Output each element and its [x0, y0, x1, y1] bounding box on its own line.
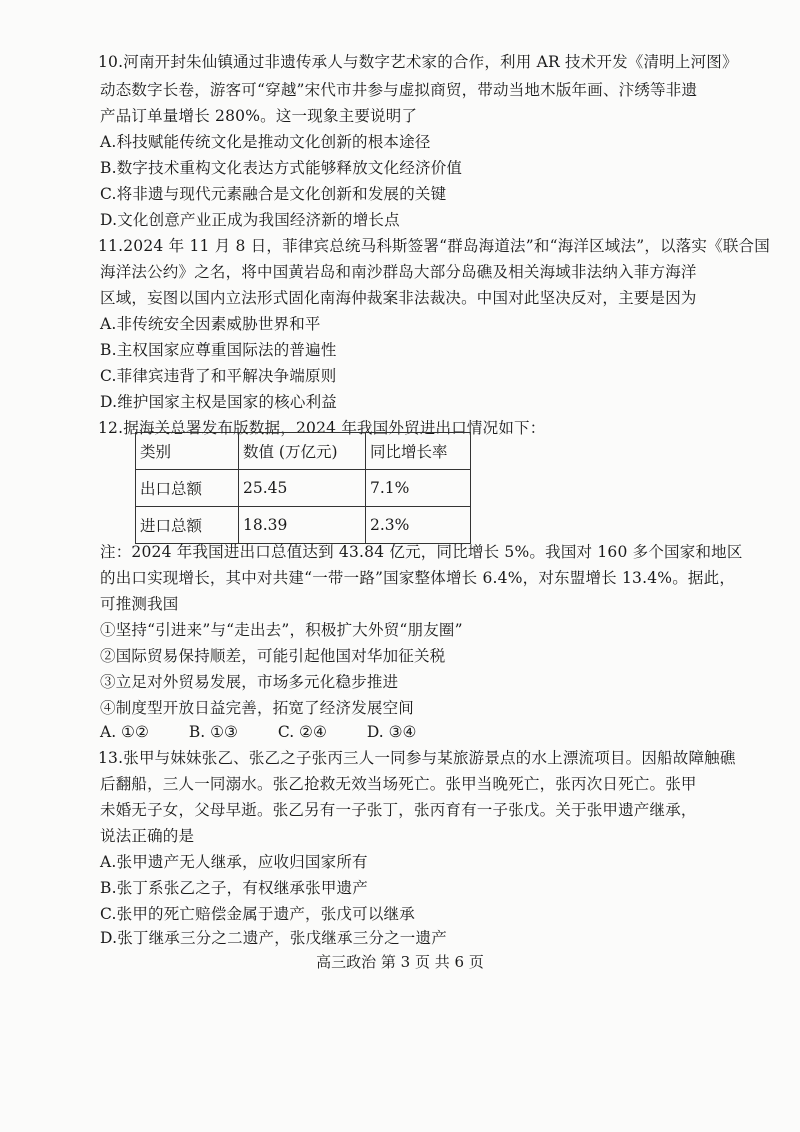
q13-stem-line-1: 13.张甲与妹妹张乙、张乙之子张丙三人一同参与某旅游景点的水上漂流项目。因船故障触礁 [98, 749, 736, 767]
q13-option-b: B.张丁系张乙之子，有权继承张甲遗产 [100, 879, 368, 897]
q12-note-line-2: 的出口实现增长，其中对共建“一带一路”国家整体增长 6.4%，对东盟增长 13.4%。据此， [100, 569, 736, 587]
q11-stem-line-3: 区域，妄图以国内立法形式固化南海仲裁案非法裁决。中国对此坚决反对，主要是因为 [100, 289, 697, 307]
table-cell: 2.3% [366, 507, 471, 544]
table-cell: 7.1% [366, 470, 471, 507]
q13-option-c: C.张甲的死亡赔偿金属于遗产，张戊可以继承 [100, 905, 415, 923]
q13-option-d: D.张丁继承三分之二遗产，张戊继承三分之一遗产 [100, 929, 447, 947]
q12-choice-a: A. ①② [100, 723, 149, 741]
q11-stem-line-2: 海洋法公约》之名，将中国黄岩岛和南沙群岛大部分岛礁及相关海域非法纳入菲方海洋 [100, 263, 697, 281]
q10-option-b: B.数字技术重构文化表达方式能够释放文化经济价值 [100, 159, 463, 177]
q12-stem: 12.据海关总署发布版数据，2024 年我国外贸进出口情况如下： [98, 419, 546, 437]
q12-note-line-3: 可推测我国 [100, 595, 179, 613]
q13-stem-line-4: 说法正确的是 [100, 827, 195, 845]
table-cell: 进口总额 [136, 507, 239, 544]
q11-option-b: B.主权国家应尊重国际法的普遍性 [100, 341, 337, 359]
q12-statement-1: ①坚持“引进来”与“走出去”，积极扩大外贸“朋友圈” [100, 621, 463, 639]
table-header-row [136, 433, 471, 470]
q12-choices [100, 722, 456, 742]
q11-option-d: D.维护国家主权是国家的核心利益 [100, 393, 338, 411]
q11-stem-line-1: 11.2024 年 11 月 8 日，菲律宾总统马科斯签署“群岛海道法”和“海洋区域法”，以落实《联合国 [98, 237, 770, 255]
q12-statement-4: ④制度型开放日益完善，拓宽了经济发展空间 [100, 699, 415, 717]
q12-choice-b: B. ①③ [188, 723, 238, 741]
table-cell: 18.39 [239, 507, 366, 544]
table-header-cell: 类别 [136, 433, 239, 470]
q11-option-c: C.菲律宾违背了和平解决争端原则 [100, 367, 337, 385]
q12-statement-3: ③立足对外贸易发展，市场多元化稳步推进 [100, 673, 399, 691]
q10-stem-line-1: 10.河南开封朱仙镇通过非遗传承人与数字艺术家的合作，利用 AR 技术开发《清明上河图》 [98, 53, 738, 71]
q12-choice-d: D. ③④ [366, 723, 417, 741]
q10-option-c: C.将非遗与现代元素融合是文化创新和发展的关键 [100, 185, 447, 203]
q12-statement-2: ②国际贸易保持顺差，可能引起他国对华加征关税 [100, 647, 446, 665]
q10-stem-line-2: 动态数字长卷，游客可“穿越”宋代市井参与虚拟商贸，带动当地木版年画、汴绣等非遗 [100, 81, 698, 99]
trade-data-table [135, 432, 471, 544]
table-row [136, 507, 471, 544]
q12-note-line-1: 注：2024 年我国进出口总值达到 43.84 亿元，同比增长 5%。我国对 160 多个国家和地区 [100, 543, 743, 561]
q13-option-a: A.张甲遗产无人继承，应收归国家所有 [100, 853, 368, 871]
q13-stem-line-2: 后翻船，三人一同溺水。张乙抢救无效当场死亡。张甲当晚死亡，张丙次日死亡。张甲 [100, 775, 697, 793]
table-header-cell: 数值 (万亿元) [239, 433, 366, 470]
q12-choice-c: C. ②④ [277, 723, 327, 741]
table-cell: 出口总额 [136, 470, 239, 507]
q11-option-a: A.非传统安全因素威胁世界和平 [100, 315, 321, 333]
q10-option-d: D.文化创意产业正成为我国经济新的增长点 [100, 211, 400, 229]
table-row [136, 470, 471, 507]
page-footer: 高三政治 第 3 页 共 6 页 [316, 953, 484, 971]
table-header-cell: 同比增长率 [366, 433, 471, 470]
q10-option-a: A.科技赋能传统文化是推动文化创新的根本途径 [100, 133, 431, 151]
table-cell: 25.45 [239, 470, 366, 507]
q10-stem-line-3: 产品订单量增长 280%。这一现象主要说明了 [100, 107, 418, 125]
q13-stem-line-3: 未婚无子女，父母早逝。张乙另有一子张丁，张丙育有一子张戊。关于张甲遗产继承， [100, 801, 697, 819]
